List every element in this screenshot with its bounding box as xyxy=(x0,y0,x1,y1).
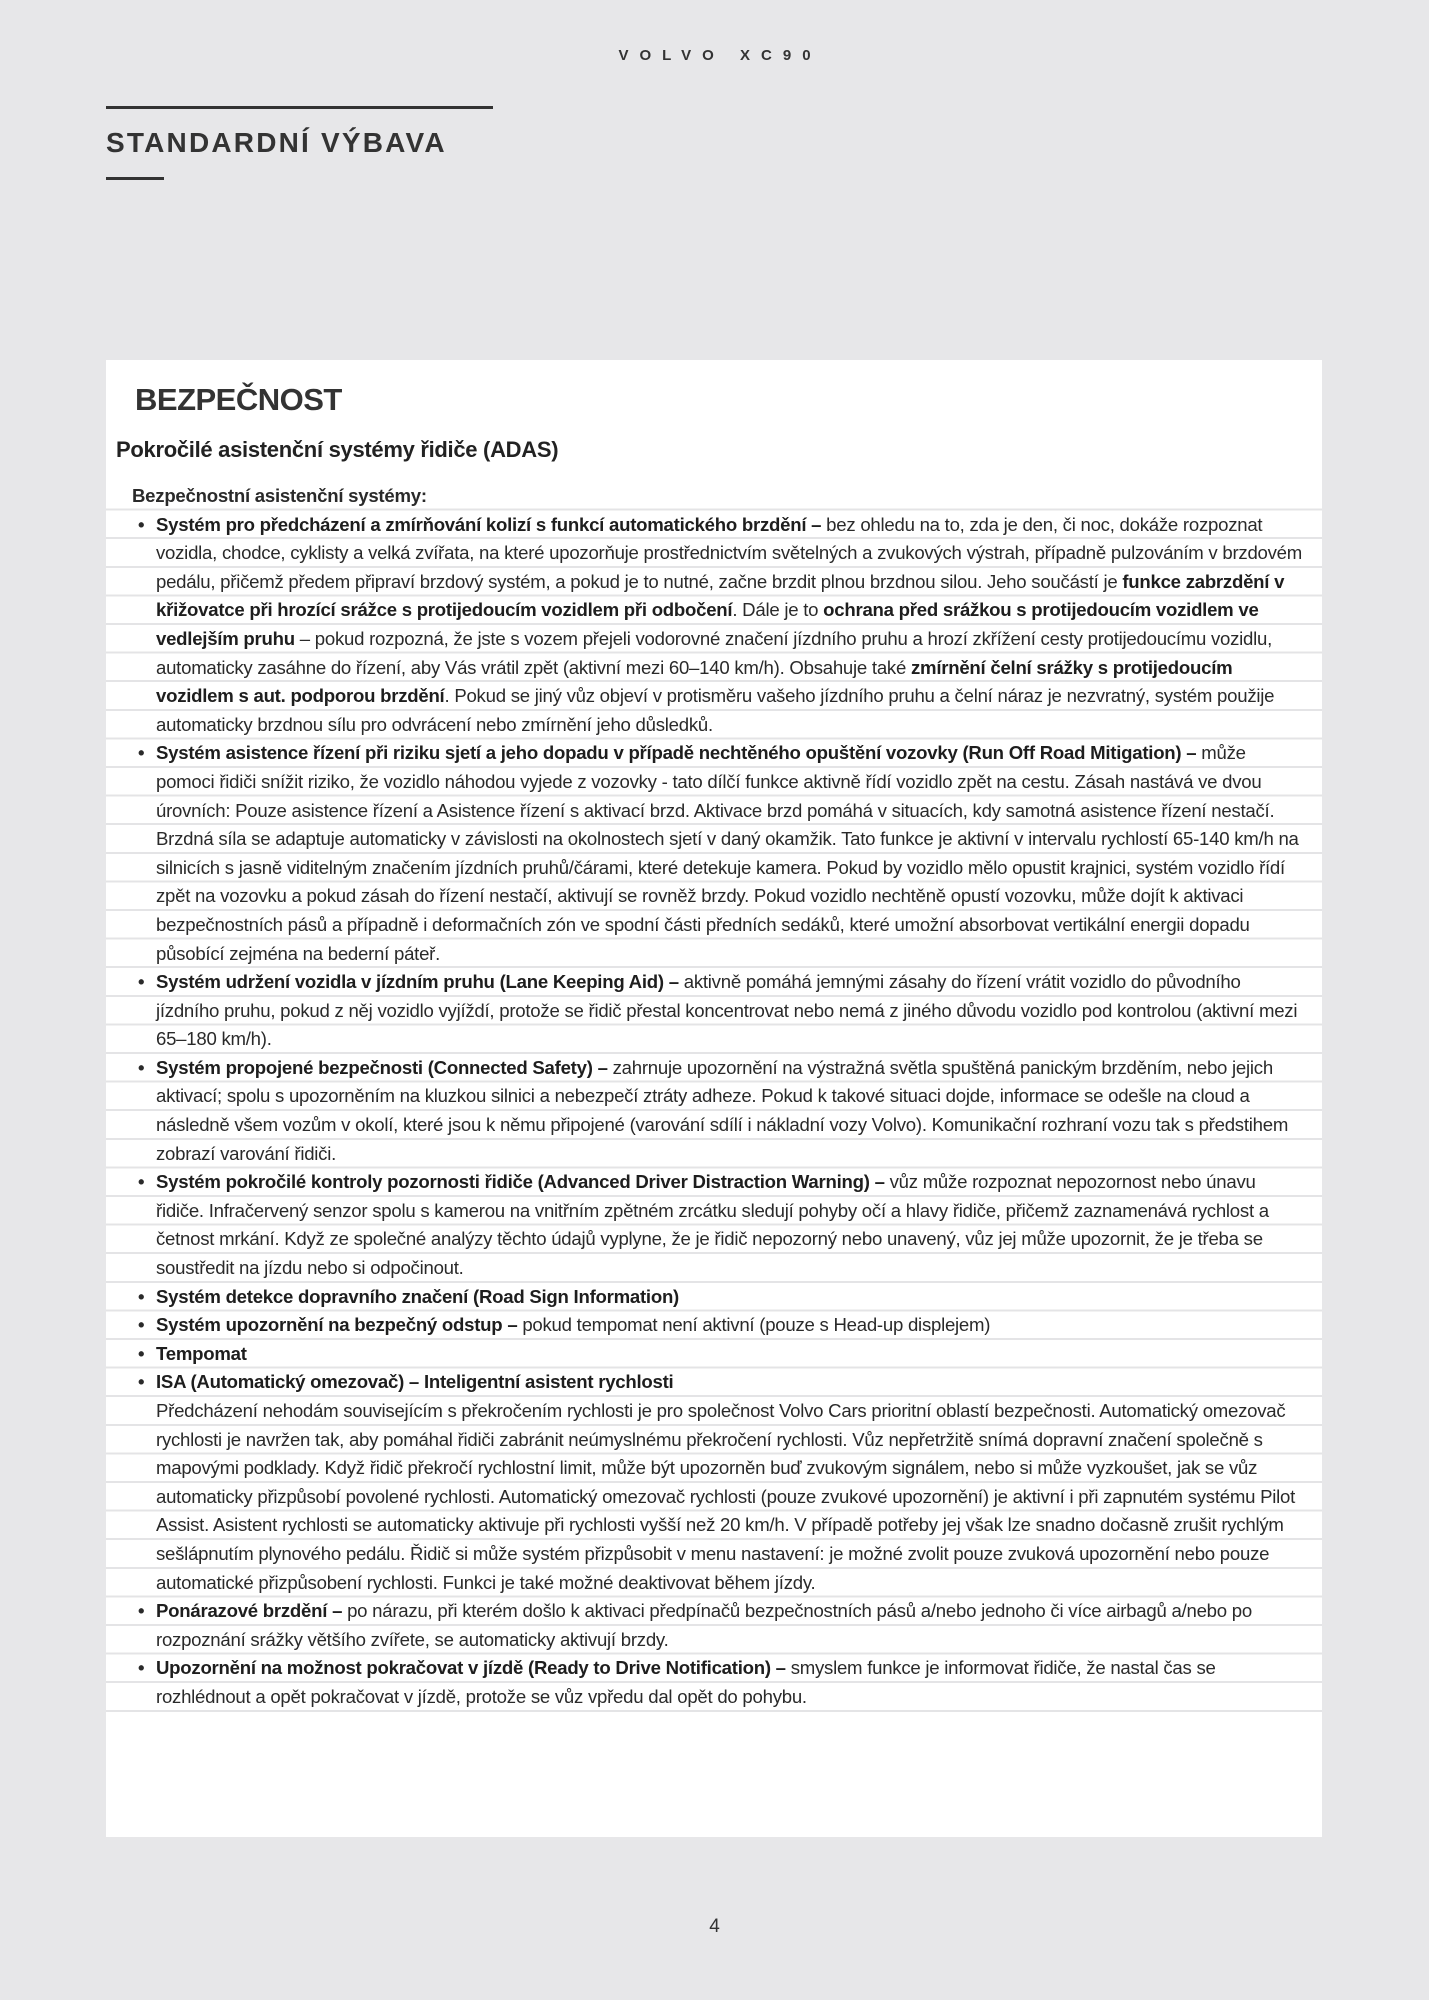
title-underline xyxy=(106,177,164,180)
feature-name: Systém pro předcházení a zmírňování kolizí s funkcí automatického brzdění – xyxy=(156,513,822,535)
feature-name: Tempomat xyxy=(156,1342,247,1364)
feature-name: zmírnění čelní srážky s protijedoucím vozidlem s aut. podporou brzdění xyxy=(156,656,1233,707)
page-title: STANDARDNÍ VÝBAVA xyxy=(106,127,447,158)
list-item xyxy=(106,1340,1322,1369)
list-item xyxy=(106,1054,1322,1168)
bullet-icon: • xyxy=(138,1171,145,1193)
feature-description: pokud tempomat není aktivní (pouze s Head-up displejem) xyxy=(517,1314,991,1336)
feature-description: zahrnuje upozornění na výstražná světla spuštěná panickým brzděním, nebo jejich aktivací; spolu s upozorněním na kluzkou silnici a nebezpečí ztráty adheze. Pokud k takové situaci dojde, informace se odešle na cloud a následně všem vozům v okolí, které jsou k němu připojené (varování sdílí i nákladní vozy Volvo). Komunikační rozhraní vozu tak s předstihem zobrazí varování řidiči. xyxy=(156,1056,1289,1164)
list-heading: Bezpečnostní asistenční systémy: xyxy=(132,485,427,506)
list-item xyxy=(106,739,1322,968)
feature-paragraph: Předcházení nehodám souvisejícím s překročením rychlosti je pro společnost Volvo Cars prioritní oblastí bezpečnosti. Automatický omezovač rychlosti je navržen tak, aby pomáhal řidiči zabránit neúmyslnému překročení rychlosti. Vůz nepřetržitě snímá dopravní značení společně s mapovými podklady. Když řidič překročí rychlostní limit, může být upozorněn buď zvukovým signálem, nebo si může vyzkoušet, jak se vůz automaticky přizpůsobí povolené rychlosti. Automatický omezovač rychlosti (pouze zvukové upozornění) je aktivní i při zapnutém systému Pilot Assist. Asistent rychlosti se automaticky aktivuje při rychlosti vyšší než 20 km/h. V případě potřeby jej však lze snadno dočasně zrušit rychlým sešlápnutím plynového pedálu. Řidič si může systém přizpůsobit v menu nastavení: je možné zvolit pouze zvuková upozornění nebo pouze automatické přizpůsobení rychlosti. Funkci je také možné deaktivovat během jízdy. xyxy=(156,1400,1296,1593)
bullet-icon: • xyxy=(138,513,145,535)
feature-description: smyslem funkce je informovat řidiče, že nastal čas se rozhlédnout a opět pokračovat v jízdě, protože se vůz vpředu dal opět do pohybu. xyxy=(156,1657,1216,1707)
feature-name: ISA (Automatický omezovač) – Inteligentní asistent rychlosti xyxy=(156,1371,674,1393)
list-item xyxy=(106,1283,1322,1312)
feature-name: Ponárazové brzdění – xyxy=(156,1600,343,1622)
feature-name: funkce zabrzdění v křižovatce při hrozící srážce s protijedoucím vozidlem při odbočení xyxy=(156,570,1285,621)
bullet-icon: • xyxy=(138,1600,145,1622)
feature-name: ochrana před srážkou s protijedoucím vozidlem ve vedlejším pruhu xyxy=(156,599,1259,649)
feature-description: může pomoci řidiči snížit riziko, že vozidlo náhodou vyjede z vozovky - tato dílčí funkce aktivně řídí vozidlo zpět na cestu. Zásah nastává ve dvou úrovních: Pouze asistence řízení a Asistence řízení s aktivací brzd. Aktivace brzd pomáhá v situacích, kdy samotná asistence řízení nestačí. Brzdná síla se adaptuje automaticky v závislosti na okolnostech sjetí v daný okamžik. Tato funkce je aktivní v intervalu rychlostí 65-140 km/h na silnicích s jasně viditelným značením jízdních pruhů/čárami, které detekuje kamera. Pokud by vozidlo mělo opustit krajnici, systém vozidlo řídí zpět na vozovku a pokud zásah do řízení nestačí, aktivují se rovněž brzdy. Pokud vozidlo nechtěně opustí vozovku, může dojít k aktivaci bezpečnostních pásů a případně i deformačních zón ve spodní části předních sedáků, které umožní absorbovat vertikální energii dopadu působící zejména na bederní páteř. xyxy=(156,742,1299,964)
feature-description: vůz může rozpoznat nepozornost nebo únavu řidiče. Infračervený senzor spolu s kamerou na vnitřním zpětném zrcátku sledují pohyby očí a hlavy řidiče, přičemž zaznamenává rychlost a četnost mrkání. Když ze společné analýzy těchto údajů vyplyne, že je řidič nepozorný nebo unavený, vůz jej může upozornit, že je třeba se soustředit na jízdu nebo si odpočinout. xyxy=(156,1171,1269,1279)
feature-name: Systém upozornění na bezpečný odstup – xyxy=(156,1314,518,1336)
feature-description: bez ohledu na to, zda je den, či noc, dokáže rozpoznat vozidla, chodce, cyklisty a velká zvířata, na které upozorňuje prostřednictvím světelných a zvukových výstrah, případně pulzováním v brzdovém pedálu, přičemž předem připraví brzdový systém, a pokud je to nutné, začne brzdit plnou brzdnou silou. Jeho součástí je xyxy=(156,513,1302,592)
feature-description: po nárazu, při kterém došlo k aktivaci předpínačů bezpečnostních pásů a/nebo jednoho či více airbagů a/nebo po rozpoznání srážky většího zvířete, se automaticky aktivují brzdy. xyxy=(156,1600,1252,1650)
page-number: 4 xyxy=(709,1916,720,1937)
list-item xyxy=(106,968,1322,1054)
list-item xyxy=(106,1368,1322,1397)
list-item xyxy=(106,511,1322,740)
feature-name: Systém udržení vozidla v jízdním pruhu (Lane Keeping Aid) – xyxy=(156,971,679,993)
bullet-icon: • xyxy=(138,1371,145,1393)
bullet-icon: • xyxy=(138,971,145,993)
brand-header: VOLVO XC90 xyxy=(618,47,822,64)
bullet-icon: • xyxy=(138,1285,145,1307)
bullet-icon: • xyxy=(138,1342,145,1364)
section-subtitle: Pokročilé asistenční systémy řidiče (ADAS) xyxy=(116,437,559,462)
feature-name: Systém pokročilé kontroly pozornosti řidiče (Advanced Driver Distraction Warning) – xyxy=(156,1171,885,1193)
bullet-icon: • xyxy=(138,1056,145,1078)
feature-description: aktivně pomáhá jemnými zásahy do řízení vrátit vozidlo do původního jízdního pruhu, pokud z něj vozidlo vyjíždí, protože se řidič přestal koncentrovat nebo nemá z jiného důvodu vozidlo pod kontrolou (aktivní mezi 65–180 km/h). xyxy=(156,971,1298,1050)
feature-name: Systém propojené bezpečnosti (Connected Safety) – xyxy=(156,1056,608,1078)
bullet-icon: • xyxy=(138,742,145,764)
section-title: BEZPEČNOST xyxy=(135,382,342,417)
feature-list xyxy=(106,482,1322,1712)
list-item xyxy=(106,1597,1322,1654)
feature-description: – pokud rozpozná, že jste s vozem přejeli vodorovné značení jízdního pruhu a hrozí zkřížení cesty protijedoucímu vozidlu, automaticky zasáhne do řízení, aby Vás vrátil zpět (aktivní mezi 60–140 km/h). Obsahuje také xyxy=(156,627,1273,678)
safety-panel xyxy=(106,360,1322,1837)
feature-description: . Dále je to xyxy=(732,599,824,621)
feature-name: Upozornění na možnost pokračovat v jízdě (Ready to Drive Notification) – xyxy=(156,1657,786,1679)
list-item xyxy=(106,1168,1322,1282)
feature-name: Systém detekce dopravního značení (Road Sign Information) xyxy=(156,1285,679,1307)
bullet-icon: • xyxy=(138,1314,145,1336)
bullet-icon: • xyxy=(138,1657,145,1679)
feature-description: . Pokud se jiný vůz objeví v protisměru vašeho jízdního pruhu a čelní náraz je nezvratný, systém použije automaticky brzdnou sílu pro odvrácení nebo zmírnění jeho důsledků. xyxy=(156,685,1275,735)
title-rule xyxy=(106,106,493,109)
list-item xyxy=(106,1654,1322,1711)
list-item xyxy=(106,1311,1322,1340)
feature-name: Systém asistence řízení při riziku sjetí a jeho dopadu v případě nechtěného opuštění vozovky (Run Off Road Mitigation) – xyxy=(156,742,1197,764)
